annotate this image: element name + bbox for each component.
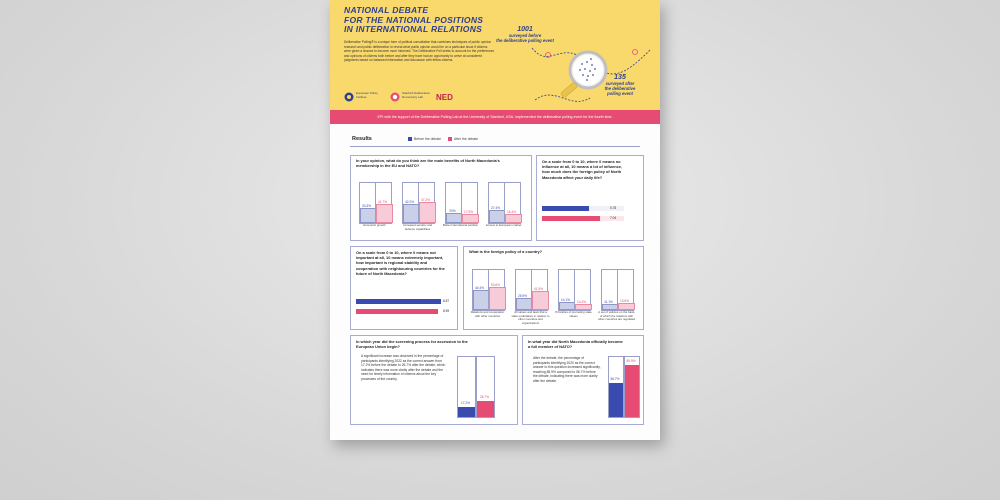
q4-frame-after-3 <box>617 269 634 311</box>
q1-label-after-2: 17.5% <box>463 210 474 214</box>
panel-eu-nato-benefits <box>350 155 532 241</box>
q4-label-before-0: 44.4% <box>474 286 485 291</box>
q6-bar-after <box>625 365 639 417</box>
q1-question: In your opinion, what do you think are the main benefits of North Macedonia's membership in the EU and NATO? <box>356 158 500 169</box>
panel-screening-year <box>350 335 518 425</box>
q4-label-before-1: 25.9% <box>517 293 528 298</box>
results-heading: Results <box>352 136 372 142</box>
q4-label-after-2: 10.4% <box>576 299 587 304</box>
q4-frame-before-3 <box>601 269 618 311</box>
epi-logo <box>344 92 384 104</box>
q1-category-2: Better international position <box>442 223 479 227</box>
q4-label-before-2: 14.1% <box>560 298 571 303</box>
support-banner: EPI with the support of the Deliberative Polling Lab at the University of Stanford, USA, implemented the deliberative polling event for the fourth time. <box>330 110 660 124</box>
q3-bar-before <box>356 299 441 304</box>
q4-label-before-3: 11.1% <box>604 299 613 304</box>
q5-text: A significant increase was observed in the percentage of participants identifying 2022 as the correct answer from 17.2% before the debate to 26.7% after the debate, which indicates there was more clarity after the debate and the need for timely information of citizens about the key processes of the country. <box>361 354 446 381</box>
q4-frame-after-2 <box>574 269 591 311</box>
q4-bar-after-1 <box>532 291 549 310</box>
panel-regional-stability <box>350 246 458 330</box>
q4-label-after-0: 53.6% <box>490 282 501 287</box>
surveyed-before-text: surveyed before the deliberative polling event <box>496 33 554 43</box>
panel-daily-life-influence <box>536 155 644 241</box>
q2-label-after: 7.04 <box>610 216 617 220</box>
q4-category-1: All values and laws that a state undertakes in relation to other countries and organizations <box>511 310 550 325</box>
panel-nato-year <box>522 335 644 425</box>
stanford-logo-text: Stanford Deliberative Democracy Lab <box>402 91 431 99</box>
q1-label-before-1: 42.2% <box>404 200 415 205</box>
q6-after-frame <box>624 356 640 418</box>
partner-logos <box>344 92 519 106</box>
q5-bar-before <box>458 407 475 417</box>
poster-header <box>330 0 660 110</box>
q5-bar-after <box>477 401 494 417</box>
q5-before-frame <box>457 356 476 418</box>
q2-bar-before <box>542 206 589 211</box>
legend-after <box>448 137 478 141</box>
q2-label-before: 5.78 <box>610 206 617 210</box>
q1-frame-after-2 <box>461 182 478 224</box>
q4-question: What is the foreign policy of a country? <box>469 249 543 254</box>
q4-label-after-3: 13.6% <box>619 298 630 303</box>
q1-category-1: Increased security and defence capabilities <box>402 223 433 231</box>
results-divider <box>350 146 640 147</box>
intro-text: Deliberative Polling® is a unique form of political consultation that combines techniques of public opinion research and public deliberation to reveal what public opinion would be on a particular issue if citizens were given a chance to become more informed. The Deliberative Poll seeks to account for the preferences and opinions of citizens both before and after they have had an opportunity to arrive at considered judgments based on balanced information and discussion with fellow citizens. <box>344 40 495 63</box>
q6-bar-before <box>609 383 623 417</box>
q3-label-after: 8.59 <box>443 309 450 313</box>
q1-frame-before-2 <box>445 182 462 224</box>
q1-label-after-0: 41.7% <box>377 200 388 205</box>
q6-before-frame <box>608 356 624 418</box>
q6-label-before: 56.7% <box>610 376 620 381</box>
legend-after-swatch <box>448 137 452 141</box>
surveyed-after-number: 135 <box>614 74 626 81</box>
panel-foreign-policy <box>463 246 644 330</box>
q1-frame-after-3 <box>504 182 521 224</box>
q4-category-2: Principles of promoting state values <box>555 310 592 318</box>
surveyed-before-number: 1001 <box>517 26 533 33</box>
poster-title: NATIONAL DEBATE FOR THE NATIONAL POSITIONS IN INTERNATIONAL RELATIONS <box>344 5 484 34</box>
q5-label-after: 26.7% <box>479 394 490 399</box>
q1-bar-after-2 <box>462 214 479 223</box>
surveyed-after-stat <box>585 74 655 96</box>
q1-frame-after-1 <box>418 182 435 224</box>
q6-label-after: 85.9% <box>626 359 636 364</box>
legend-after-label: After the debate <box>454 137 479 141</box>
q1-label-before-3: 27.4% <box>490 206 501 211</box>
q3-question: On a scale from 0 to 10, where 0 means not important at all, 10 means extremely important, how important is regional stability and cooperation with neighbouring countries for the future of North Macedonia? <box>356 250 445 276</box>
q5-label-before: 17.2% <box>460 400 471 405</box>
q1-frame-before-3 <box>488 182 505 224</box>
q1-bar-after-1 <box>419 202 436 223</box>
q1-label-after-3: 16.4% <box>506 210 517 215</box>
q1-label-before-0: 33.3% <box>361 203 372 208</box>
q5-question: In which year did the screening process for accession to the European Union begin? <box>356 339 468 350</box>
q4-category-0: Relations and cooperation with other countries <box>470 310 505 318</box>
q1-bar-after-3 <box>505 214 522 223</box>
q3-bar-after <box>356 309 438 314</box>
infographic-poster <box>330 0 660 440</box>
q4-frame-after-0 <box>488 269 505 311</box>
legend-before-label: Before the debate <box>414 137 441 141</box>
stanford-logo <box>390 92 430 104</box>
legend-before <box>408 137 441 141</box>
q4-bar-after-3 <box>618 303 635 310</box>
q2-question: On a scale from 0 to 10, where 0 means no influence at all, 10 means a lot of influence, how much does the foreign policy of North Macedonia affect your daily life? <box>542 159 622 180</box>
q1-category-0: Economic growth <box>363 223 386 227</box>
q1-label-before-2: 20% <box>449 209 456 213</box>
q6-question: In what year did North Macedonia officially become a full member of NATO? <box>528 339 623 350</box>
surveyed-after-text: surveyed after the deliberative polling event <box>604 81 636 96</box>
q4-category-3: A set of policies on the basis of which the relations with other countries are regulated <box>598 310 635 321</box>
q4-frame-before-2 <box>558 269 575 311</box>
legend-before-swatch <box>408 137 412 141</box>
q1-bar-after-0 <box>376 204 393 223</box>
q4-label-after-1: 41.5% <box>533 287 544 292</box>
q1-category-3: Access to European market <box>485 223 522 227</box>
q2-bar-after <box>542 216 600 221</box>
ned-logo: NED <box>436 93 453 102</box>
surveyed-before-stat <box>485 26 565 43</box>
q4-bar-after-0 <box>489 287 506 310</box>
epi-logo-text: European Policy Institute <box>356 91 378 99</box>
stanford-logo-icon <box>390 92 400 102</box>
q5-after-frame <box>476 356 495 418</box>
q3-label-before: 8.87 <box>443 299 450 303</box>
q1-label-after-1: 47.2% <box>420 198 431 203</box>
epi-logo-icon <box>344 92 354 102</box>
q6-text: After the debate, the percentage of participants identifying 2020 as the correct answer to this question increased significantly, reaching 85.9% compared to 56.7% before the debate, indicating there was more clarity after the debate. <box>533 356 601 383</box>
q4-frame-before-1 <box>515 269 532 311</box>
